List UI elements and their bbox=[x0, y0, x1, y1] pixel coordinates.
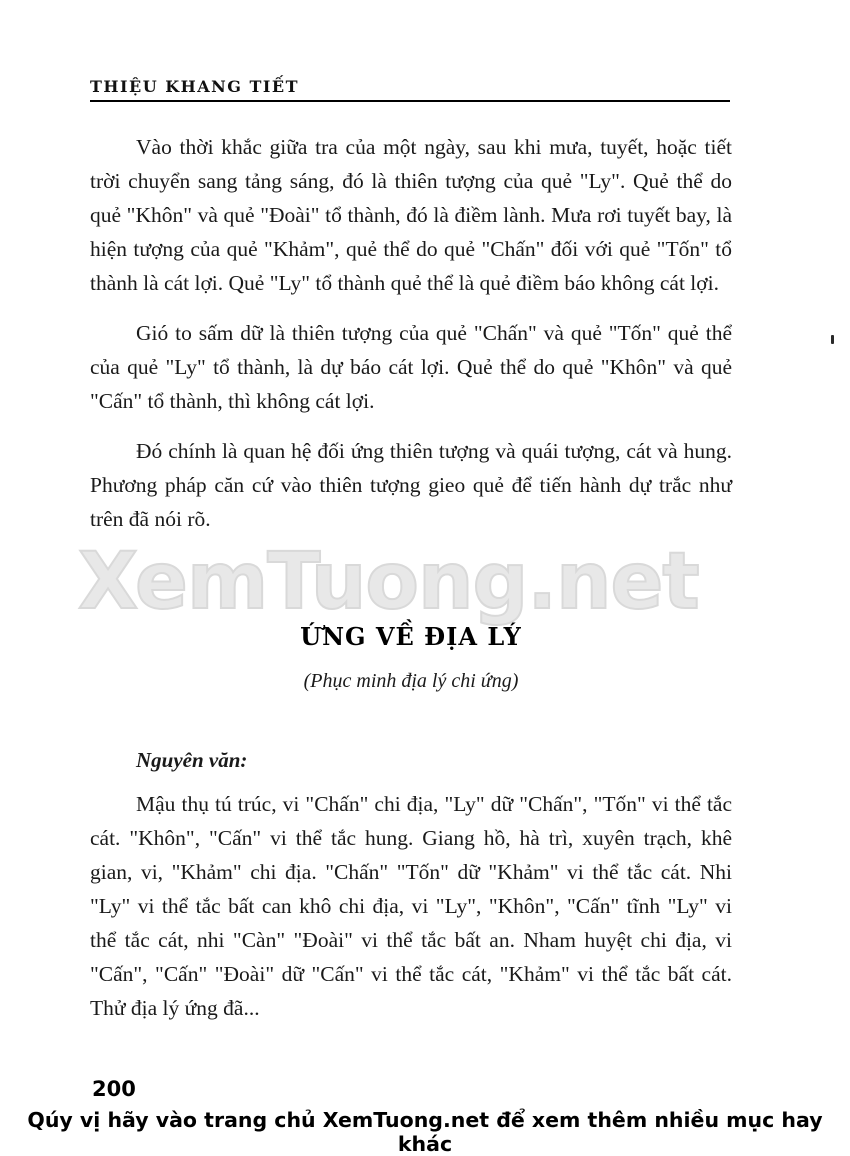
body-paragraph: Gió to sấm dữ là thiên tượng của quẻ "Chấn" và quẻ "Tốn" quẻ thể của quẻ "Ly" tổ thành, là dự báo cát lợi. Quẻ thể do quẻ "Khôn" và quẻ "Cấn" tổ thành, thì không cát lợi. bbox=[90, 321, 732, 413]
body-paragraph: Vào thời khắc giữa tra của một ngày, sau khi mưa, tuyết, hoặc tiết trời chuyển sang tảng sáng, đó là thiên tượng của quẻ "Ly". Quẻ thể do quẻ "Khôn" và quẻ "Đoài" tổ thành, đó là điềm lành. Mưa rơi tuyết bay, là hiện tượng của quẻ "Khảm", quẻ thể do quẻ "Chấn" đối với quẻ "Tốn" tổ thành là cát lợi. Quẻ "Ly" tổ thành quẻ thể là quẻ điềm báo không cát lợi. bbox=[90, 135, 732, 295]
original-text-block bbox=[90, 748, 732, 1041]
body-text-column bbox=[90, 130, 732, 552]
section-heading bbox=[90, 622, 732, 693]
footer-note: Qúy vị hãy vào trang chủ XemTuong.net để xem thêm nhiều mục hay khác bbox=[27, 1108, 823, 1156]
page-speck bbox=[831, 335, 834, 344]
section-subtitle: (Phục minh địa lý chi ứng) bbox=[303, 670, 519, 692]
section-title: ỨNG VỀ ĐỊA LÝ bbox=[300, 622, 522, 651]
watermark-text: XemTuong.net bbox=[78, 537, 699, 627]
page-number: 200 bbox=[92, 1077, 136, 1101]
original-text-paragraph: Mậu thụ tú trúc, vi "Chấn" chi địa, "Ly" dữ "Chấn", "Tốn" vi thể tắc cát. "Khôn", "Cấn" vi thể tắc hung. Giang hồ, hà trì, xuyên trạch, khê gian, vi, "Khảm" chi địa. "Chấn" "Tốn" dữ "Khảm" vi thể tắc cát. Nhi "Ly" vi thể tắc bất can khô chi địa, vi "Ly", "Khôn", "Cấn" tĩnh "Ly" vi thể tắc cát, nhi "Càn" "Đoài" vi thể tắc bất an. Nham huyệt chi địa, vi "Cấn", "Cấn" "Đoài" dữ "Cấn" vi thể tắc cát, "Khảm" vi thể tắc bất cát. Thử địa lý ứng đã... bbox=[90, 792, 732, 1020]
body-paragraph: Đó chính là quan hệ đối ứng thiên tượng và quái tượng, cát và hung. Phương pháp căn cứ vào thiên tượng gieo quẻ để tiến hành dự trắc như trên đã nói rõ. bbox=[90, 439, 732, 531]
original-text-label: Nguyên văn: bbox=[136, 748, 248, 772]
running-head bbox=[90, 78, 730, 102]
running-head-text: THIỆU KHANG TIẾT bbox=[90, 77, 300, 96]
header-divider bbox=[90, 100, 730, 102]
